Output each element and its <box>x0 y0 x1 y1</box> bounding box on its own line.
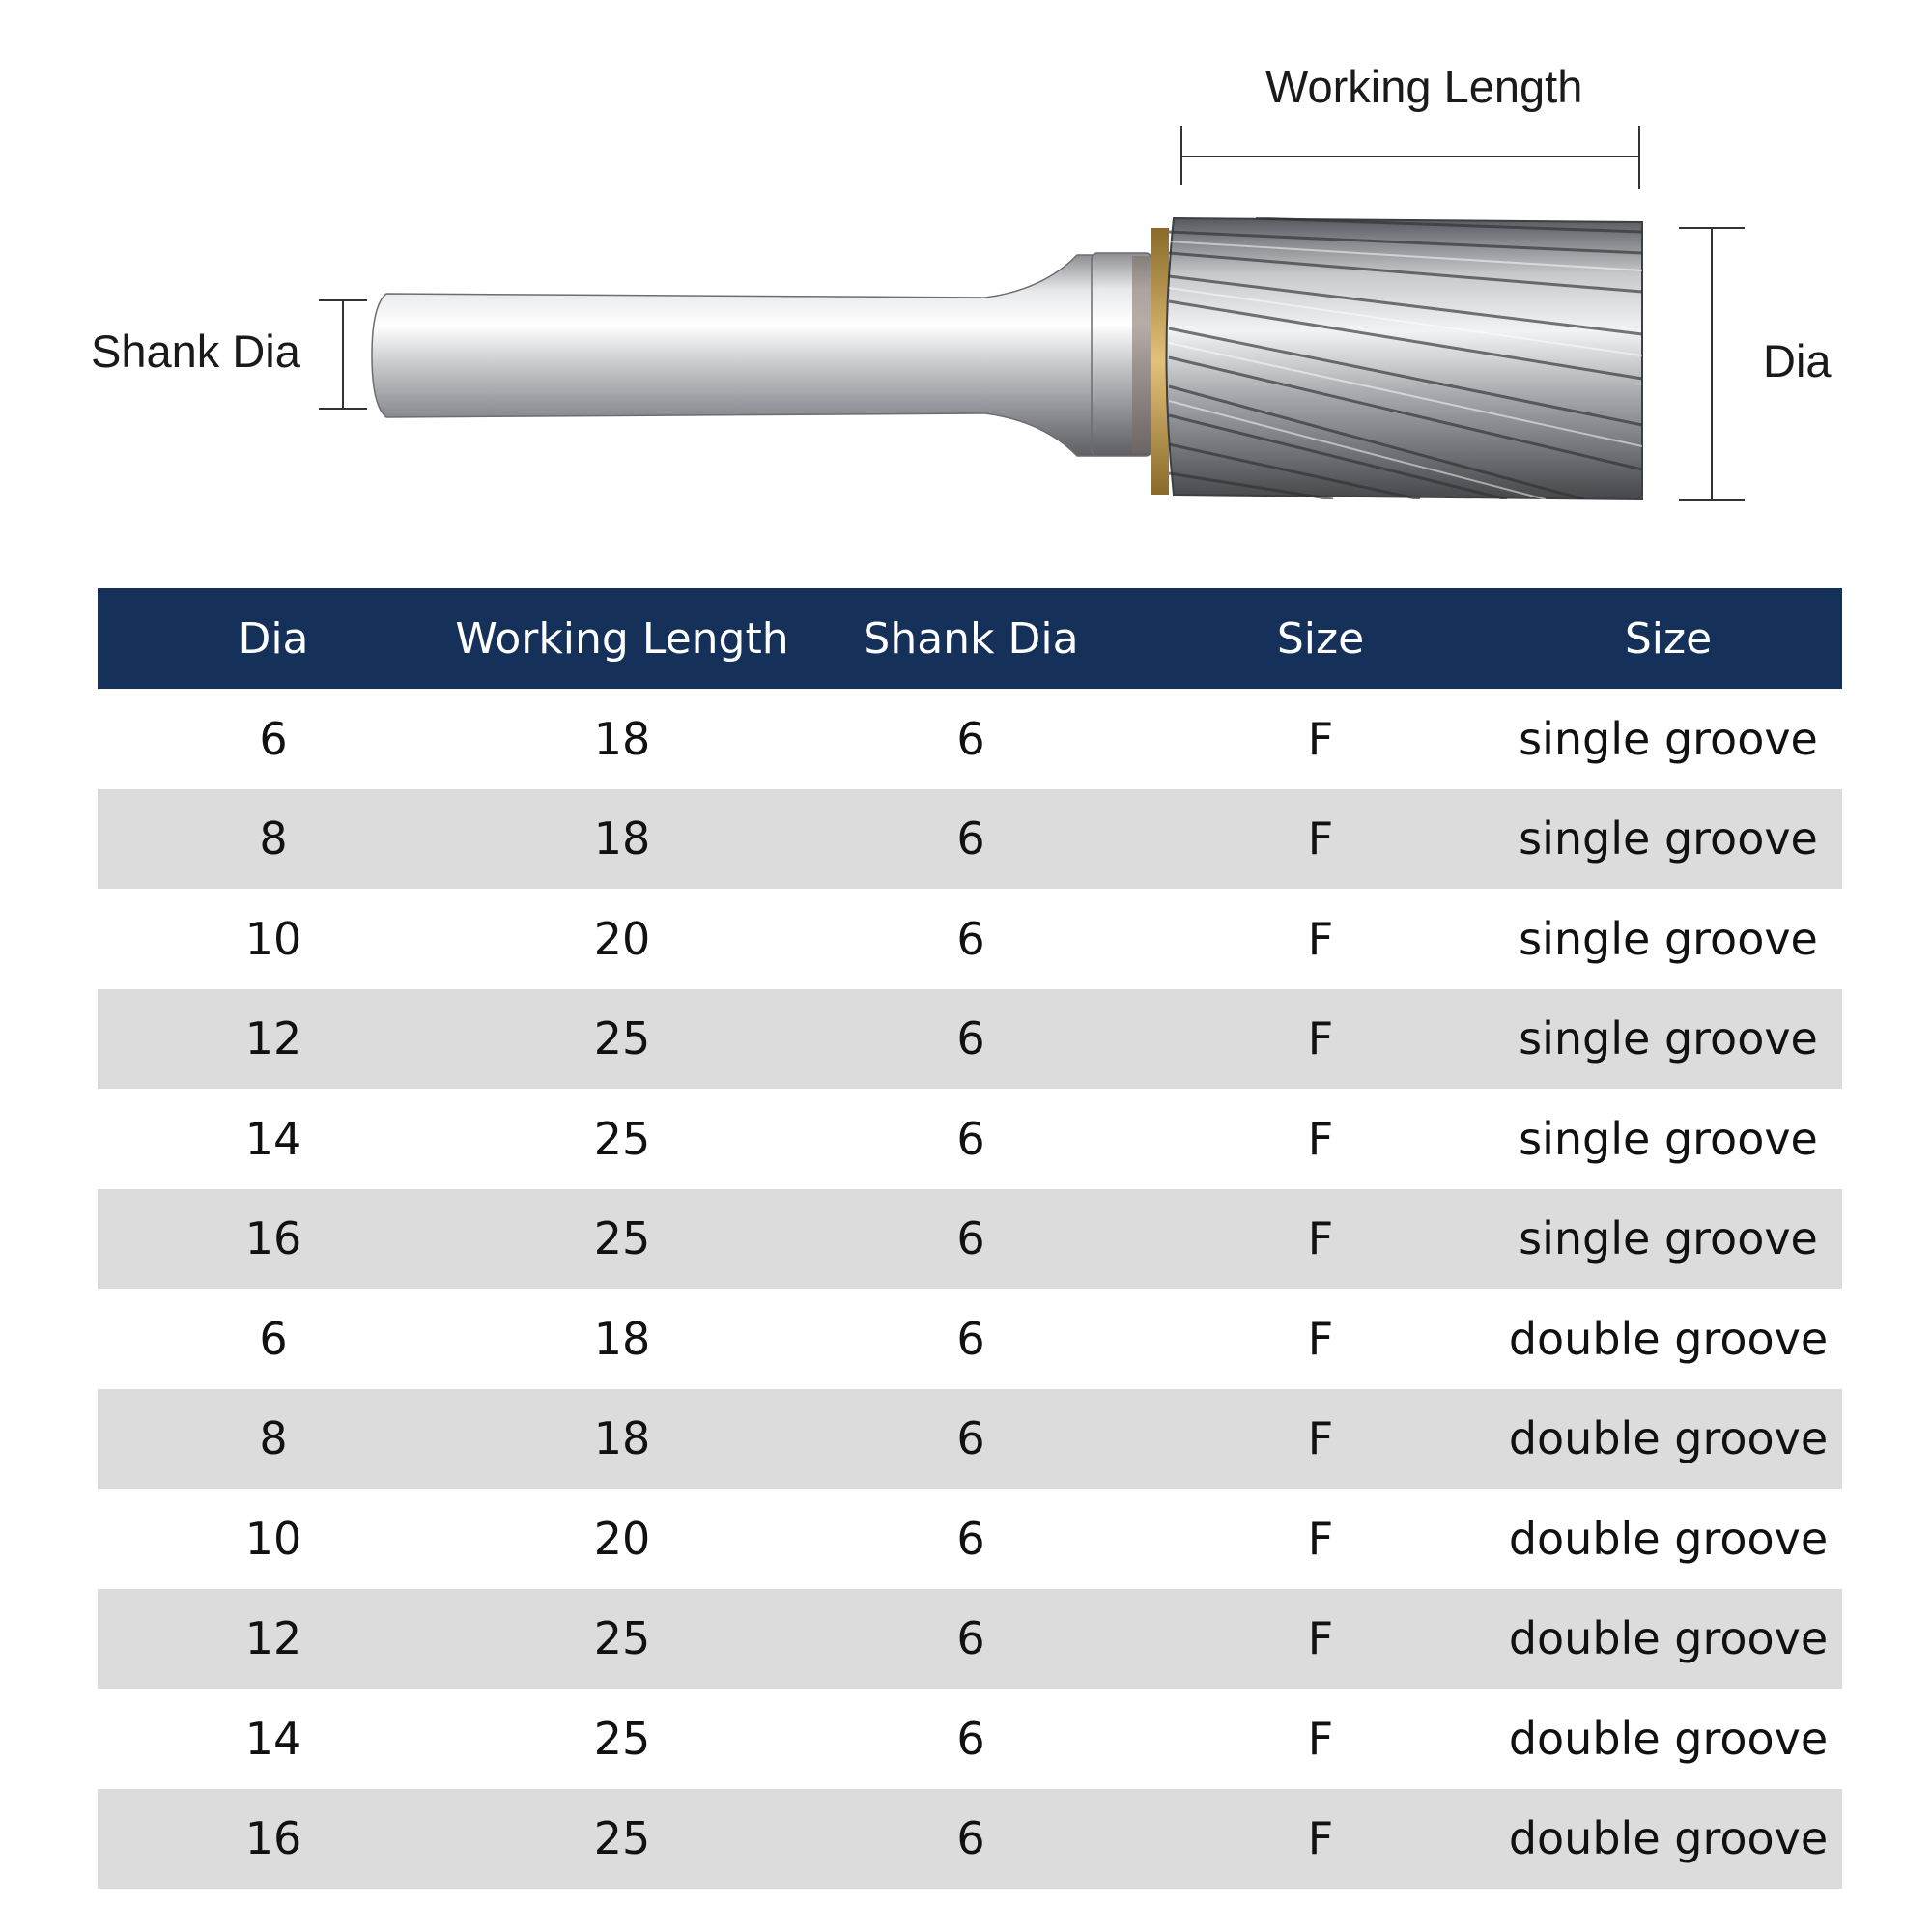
cell-size: F <box>1147 1489 1494 1589</box>
cell-shank-dia: 6 <box>795 1789 1147 1889</box>
working-length-label: Working Length <box>1265 61 1583 112</box>
cell-groove-type: double groove <box>1494 1689 1842 1789</box>
cell-groove-type: double groove <box>1494 1389 1842 1490</box>
header-shank-dia: Shank Dia <box>795 588 1147 689</box>
cell-dia: 10 <box>98 1489 449 1589</box>
cell-shank-dia: 6 <box>795 1689 1147 1789</box>
table-row <box>98 1489 1842 1589</box>
cell-working-length: 25 <box>449 1089 795 1189</box>
cell-working-length: 20 <box>449 1489 795 1589</box>
cell-dia: 16 <box>98 1789 449 1889</box>
table-row <box>98 989 1842 1090</box>
cell-working-length: 25 <box>449 1189 795 1290</box>
cell-working-length: 25 <box>449 1789 795 1889</box>
cell-dia: 12 <box>98 1589 449 1690</box>
table-row <box>98 889 1842 989</box>
cell-groove-type: single groove <box>1494 789 1842 890</box>
table-row <box>98 1389 1842 1490</box>
cell-dia: 14 <box>98 1089 449 1189</box>
cell-working-length: 18 <box>449 1289 795 1389</box>
cell-size: F <box>1147 1689 1494 1789</box>
cell-shank-dia: 6 <box>795 989 1147 1090</box>
dia-dimension <box>1679 228 1745 500</box>
cell-working-length: 18 <box>449 689 795 789</box>
cell-size: F <box>1147 1389 1494 1490</box>
cell-working-length: 18 <box>449 1389 795 1490</box>
cell-groove-type: single groove <box>1494 1089 1842 1189</box>
table-row <box>98 1089 1842 1189</box>
cell-working-length: 20 <box>449 889 795 989</box>
shank-dia-label: Shank Dia <box>91 326 300 377</box>
carbide-burr-illustration <box>0 0 1932 580</box>
header-dia: Dia <box>98 588 449 689</box>
cell-working-length: 25 <box>449 989 795 1090</box>
cell-groove-type: single groove <box>1494 1189 1842 1290</box>
working-length-dimension <box>1181 126 1639 189</box>
cell-groove-type: single groove <box>1494 889 1842 989</box>
cell-size: F <box>1147 689 1494 789</box>
cell-size: F <box>1147 1589 1494 1690</box>
burr-diagram <box>0 0 1932 580</box>
cell-dia: 6 <box>98 689 449 789</box>
table-row <box>98 1189 1842 1290</box>
cell-size: F <box>1147 1089 1494 1189</box>
cell-shank-dia: 6 <box>795 689 1147 789</box>
cell-working-length: 18 <box>449 789 795 890</box>
table-header-row <box>98 588 1842 689</box>
cell-shank-dia: 6 <box>795 1389 1147 1490</box>
cell-groove-type: double groove <box>1494 1789 1842 1889</box>
table-row <box>98 1689 1842 1789</box>
cell-dia: 12 <box>98 989 449 1090</box>
cell-shank-dia: 6 <box>795 789 1147 890</box>
cell-groove-type: single groove <box>1494 689 1842 789</box>
cell-dia: 16 <box>98 1189 449 1290</box>
cell-groove-type: single groove <box>1494 989 1842 1090</box>
header-size-type: Size <box>1494 588 1842 689</box>
table-row <box>98 789 1842 890</box>
cell-working-length: 25 <box>449 1589 795 1690</box>
cell-dia: 8 <box>98 1389 449 1490</box>
cell-dia: 10 <box>98 889 449 989</box>
spec-table <box>98 588 1842 1889</box>
cell-size: F <box>1147 1189 1494 1290</box>
cell-shank-dia: 6 <box>795 1589 1147 1690</box>
shank-dia-dimension <box>319 300 367 409</box>
header-working-length: Working Length <box>449 588 795 689</box>
cell-working-length: 25 <box>449 1689 795 1789</box>
cell-shank-dia: 6 <box>795 1489 1147 1589</box>
cell-dia: 8 <box>98 789 449 890</box>
table-row <box>98 1289 1842 1389</box>
cell-size: F <box>1147 889 1494 989</box>
cell-size: F <box>1147 1289 1494 1389</box>
shank <box>372 255 1096 456</box>
cell-groove-type: double groove <box>1494 1289 1842 1389</box>
cell-shank-dia: 6 <box>795 889 1147 989</box>
cutting-head <box>1167 218 1643 499</box>
cell-shank-dia: 6 <box>795 1189 1147 1290</box>
cell-groove-type: double groove <box>1494 1489 1842 1589</box>
cell-size: F <box>1147 989 1494 1090</box>
cell-dia: 14 <box>98 1689 449 1789</box>
cell-size: F <box>1147 1789 1494 1889</box>
table-row <box>98 1789 1842 1889</box>
table-row <box>98 689 1842 789</box>
cell-shank-dia: 6 <box>795 1289 1147 1389</box>
cell-size: F <box>1147 789 1494 890</box>
cell-groove-type: double groove <box>1494 1589 1842 1690</box>
dia-label: Dia <box>1763 335 1832 386</box>
table-row <box>98 1589 1842 1690</box>
cell-dia: 6 <box>98 1289 449 1389</box>
header-size: Size <box>1147 588 1494 689</box>
cell-shank-dia: 6 <box>795 1089 1147 1189</box>
